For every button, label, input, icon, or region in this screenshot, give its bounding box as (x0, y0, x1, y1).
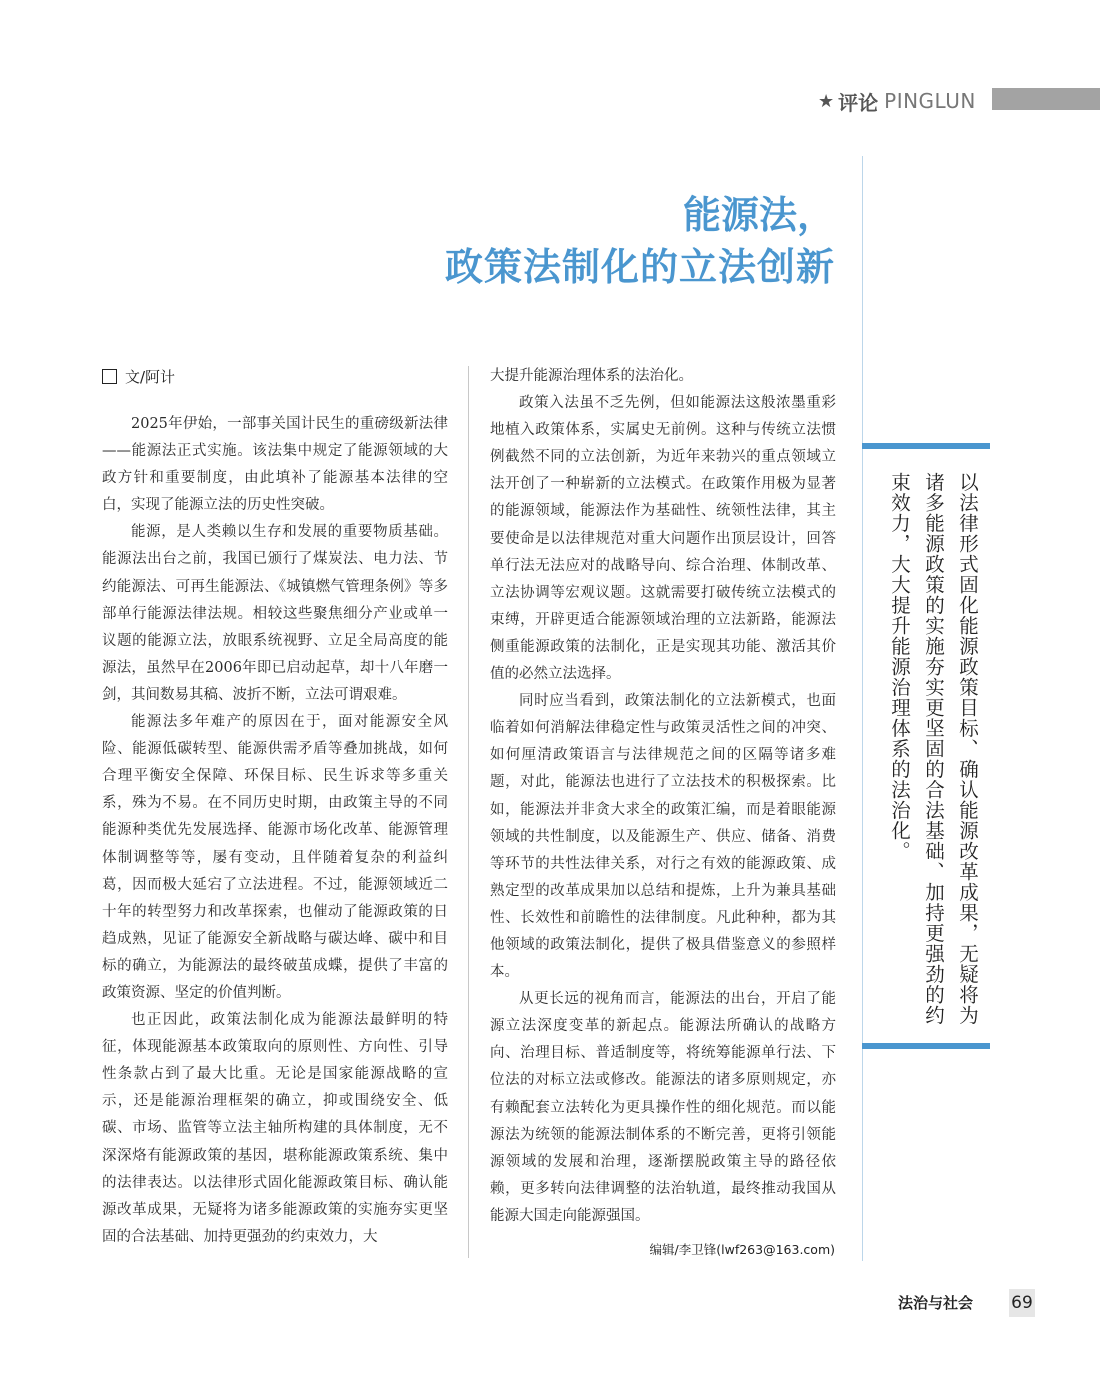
magazine-name: 法治与社会 (898, 1294, 974, 1312)
pullquote-bar-top (862, 443, 990, 449)
star-icon: ★ (818, 90, 835, 112)
column-divider (468, 366, 469, 1258)
header-bar (992, 88, 1100, 110)
title-line-1: 能源法， (682, 193, 835, 237)
title-line-2: 政策法制化的立法创新 (444, 245, 835, 289)
article-title (445, 190, 835, 294)
paragraph: 政策入法虽不乏先例，但如能源法这般浓墨重彩地植入政策体系，实属史无前例。这种与传统立法惯例截然不同的立法创新，为近年来勃兴的重点领域立法开创了一种崭新的立法模式。在政策作用极为显著的能源领域，能源法作为基础性、统领性法律，其主要使命是以法律规范对重大问题作出顶层设计，回答单行法无法应对的战略导向、综合治理、体制改革、立法协调等宏观议题。这就需要打破传统立法模式的束缚，开辟更适合能源领域治理的立法新路，能源法侧重能源政策的法制化，正是实现其功能、激活其价值的必然立法选择。 (490, 395, 836, 683)
body-column-2 (490, 363, 836, 1230)
paragraph-continuation: 大提升能源治理体系的法治化。 (490, 368, 693, 384)
square-icon (102, 369, 117, 384)
section-name-en: PINGLUN (884, 89, 976, 113)
byline (102, 366, 175, 387)
paragraph: 能源，是人类赖以生存和发展的重要物质基础。能源法出台之前，我国已颁行了煤炭法、电力法、节约能源法、可再生能源法、《城镇燃气管理条例》等多部单行能源法律法规。相较这些聚焦细分产业或单一议题的能源立法，放眼系统视野、立足全局高度的能源法，虽然早在2006年即已启动起草，却十八年磨一剑，其间数易其稿、波折不断，立法可谓艰难。 (102, 524, 448, 703)
paragraph: 能源法多年难产的原因在于，面对能源安全风险、能源低碳转型、能源供需矛盾等叠加挑战，如何合理平衡安全保障、环保目标、民生诉求等多重关系，殊为不易。在不同历史时期，由政策主导的不同能源种类优先发展选择、能源市场化改革、能源管理体制调整等等，屡有变动，且伴随着复杂的利益纠葛，因而极大延宕了立法进程。不过，能源领域近二十年的转型努力和改革探索，也催动了能源政策的日趋成熟，见证了能源安全新战略与碳达峰、碳中和目标的确立，为能源法的最终破茧成蝶，提供了丰富的政策资源、坚定的价值判断。 (102, 714, 448, 1001)
pullquote: 以法律形式固化能源政策目标、确认能源改革成果，无疑将为诸多能源政策的实施夯实更坚固的合法基础、加持更强劲的约束效力，大大提升能源治理体系的法治化。 (888, 472, 979, 1026)
body-column-1 (102, 411, 448, 1251)
paragraph: 从更长远的视角而言，能源法的出台，开启了能源立法深度变革的新起点。能源法所确认的战略方向、治理目标、普适制度等，将统筹能源单行法、下位法的对标立法或修改。能源法的诸多原则规定，亦有赖配套立法转化为更具操作性的细化规范。而以能源法为统领的能源法制体系的不断完善，更将引领能源领域的发展和治理，逐渐摆脱政策主导的路径依赖，更多转向法律调整的法治轨道，最终推动我国从能源大国走向能源强国。 (490, 991, 836, 1224)
pullquote-bar-bottom (862, 1043, 990, 1049)
section-name-cn: 评论 (838, 90, 879, 115)
sidebar-divider (862, 156, 863, 1261)
page-number: 69 (1009, 1289, 1035, 1317)
paragraph: 同时应当看到，政策法制化的立法新模式，也面临着如何消解法律稳定性与政策灵活性之间的冲突、如何厘清政策语言与法律规范之间的区隔等诸多难题，对此，能源法也进行了立法技术的积极探索。比如，能源法并非贪大求全的政策汇编，而是着眼能源领域的共性制度，以及能源生产、供应、储备、消费等环节的共性法律关系，对行之有效的能源政策、成熟定型的改革成果加以总结和提炼，上升为兼具基础性、长效性和前瞻性的法律制度。凡此种种，都为其他领域的政策法制化，提供了极具借鉴意义的参照样本。 (490, 693, 836, 981)
paragraph: 也正因此，政策法制化成为能源法最鲜明的特征，体现能源基本政策取向的原则性、方向性、引导性条款占到了最大比重。无论是国家能源战略的宣示，还是能源治理框架的确立，抑或围绕安全、低碳、市场、监管等立法主轴所构建的具体制度，无不深深烙有能源政策的基因，堪称能源政策系统、集中的法律表达。以法律形式固化能源政策目标、确认能源改革成果，无疑将为诸多能源政策的实施夯实更坚固的合法基础、加持更强劲的约束效力，大 (102, 1012, 448, 1245)
section-label (818, 86, 976, 116)
editor-credit: 编辑/李卫锋(lwf263@163.com) (649, 1242, 835, 1257)
byline-text: 文/阿计 (125, 368, 176, 386)
paragraph: 2025年伊始，一部事关国计民生的重磅级新法律——能源法正式实施。该法集中规定了能源领域的大政方针和重要制度，由此填补了能源基本法律的空白，实现了能源立法的历史性突破。 (102, 416, 448, 514)
